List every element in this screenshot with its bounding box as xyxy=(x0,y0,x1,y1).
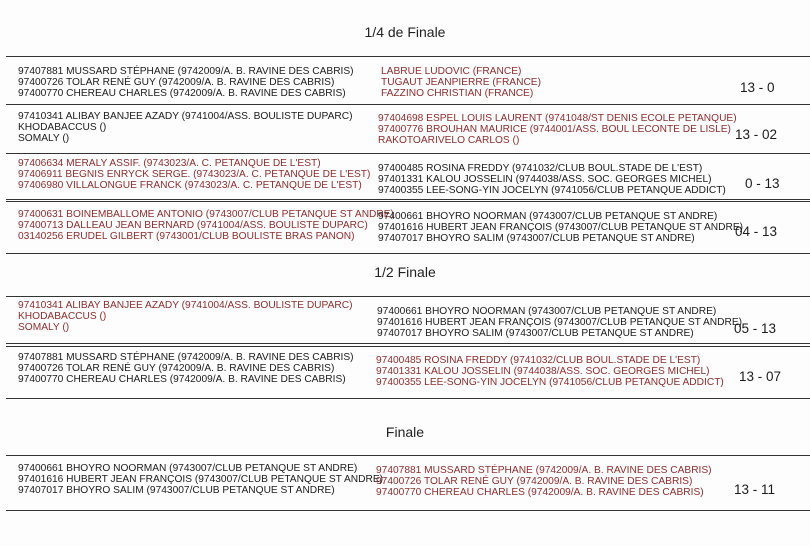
player: 97401616 HUBERT JEAN FRANÇOIS (9743007/CLUB PETANQUE ST ANDRE) xyxy=(378,222,744,234)
player: FAZZINO CHRISTIAN (FRANCE) xyxy=(381,88,534,100)
team-left xyxy=(18,300,352,334)
player: 97400770 CHEREAU CHARLES (9742009/A. B. RAVINE DES CABRIS) xyxy=(376,487,704,499)
match-quarter-1 xyxy=(6,56,810,105)
team-right xyxy=(381,66,541,100)
match-score: 0 - 13 xyxy=(745,176,780,191)
match-score: 13 - 0 xyxy=(740,80,775,95)
player: RAKOTOARIVELO CARLOS () xyxy=(378,135,520,147)
team-left xyxy=(18,111,352,145)
team-left xyxy=(18,209,394,243)
player: 97400770 CHEREAU CHARLES (9742009/A. B. RAVINE DES CABRIS) xyxy=(18,88,346,100)
team-right xyxy=(378,113,737,147)
team-right xyxy=(378,211,743,245)
match-final xyxy=(6,455,810,511)
player: 97407017 BHOYRO SALIM (9743007/CLUB PETANQUE ST ANDRE) xyxy=(378,233,695,245)
player: 97400726 TOLAR RENÉ GUY (9742009/A. B. RAVINE DES CABRIS) xyxy=(18,77,335,89)
player: TUGAUT JEANPIERRE (FRANCE) xyxy=(381,77,541,89)
player: 97401616 HUBERT JEAN FRANÇOIS (9743007/CLUB PETANQUE ST ANDRE) xyxy=(377,317,743,329)
player: 97401331 KALOU JOSSELIN (9744038/ASS. SOC. GEORGES MICHEL) xyxy=(378,174,712,186)
round-title-quarter-final: 1/4 de Finale xyxy=(364,24,446,40)
match-semi-1 xyxy=(6,296,810,344)
team-right xyxy=(378,163,726,197)
player: 97400713 DALLEAU JEAN BERNARD (9741004/ASS. BOULISTE DUPARC) xyxy=(18,220,368,232)
team-left xyxy=(18,66,354,100)
player: 97407017 BHOYRO SALIM (9743007/CLUB PETANQUE ST ANDRE) xyxy=(377,328,694,340)
player: 97407881 MUSSARD STÉPHANE (9742009/A. B. RAVINE DES CABRIS) xyxy=(18,352,354,363)
player: 97401331 KALOU JOSSELIN (9744038/ASS. SOC. GEORGES MICHEL) xyxy=(376,366,710,378)
player: KHODABACCUS () xyxy=(18,122,107,134)
player: 97407881 MUSSARD STÉPHANE (9742009/A. B. RAVINE DES CABRIS) xyxy=(18,66,354,77)
match-score: 13 - 07 xyxy=(739,369,782,384)
match-quarter-2 xyxy=(6,105,810,154)
player: 97400631 BOINEMBALLOME ANTONIO (9743007/CLUB PETANQUE ST ANDRE) xyxy=(18,209,394,220)
player: 97406911 BEGNIS ENRYCK SERGE. (9743023/A. C. PETANQUE DE L'EST) xyxy=(18,169,371,181)
team-right xyxy=(377,306,742,340)
player: 97400355 LEE-SONG-YIN JOCELYN (9741056/CLUB PETANQUE ADDICT) xyxy=(376,377,724,389)
player: 97400355 LEE-SONG-YIN JOCELYN (9741056/CLUB PETANQUE ADDICT) xyxy=(378,185,726,197)
match-score: 13 - 11 xyxy=(734,482,776,497)
match-quarter-3 xyxy=(6,154,810,200)
player: SOMALY () xyxy=(18,133,70,145)
player: 97400776 BROUHAN MAURICE (9744001/ASS. BOUL LECONTE DE LISLE) xyxy=(378,124,731,136)
round-title-semi-final: 1/2 Finale xyxy=(374,264,436,280)
match-score: 05 - 13 xyxy=(734,321,777,336)
player: 03140256 ERUDEL GILBERT (9743001/CLUB BOULISTE BRAS PANON) xyxy=(18,231,355,243)
team-right xyxy=(376,465,712,499)
player: 97401616 HUBERT JEAN FRANÇOIS (9743007/CLUB PETANQUE ST ANDRE) xyxy=(18,474,384,486)
team-left xyxy=(18,158,370,192)
team-left xyxy=(18,352,354,386)
player: 97406980 VILLALONGUE FRANCK (9743023/A. C. PETANQUE DE L'EST) xyxy=(18,180,362,192)
match-score: 04 - 13 xyxy=(735,224,778,239)
player: SOMALY () xyxy=(18,322,70,334)
match-semi-2 xyxy=(6,346,810,399)
match-quarter-4 xyxy=(6,201,810,254)
player: 97410341 ALIBAY BANJEE AZADY (9741004/ASS. BOULISTE DUPARC) xyxy=(18,111,353,122)
player: 97400726 TOLAR RENÉ GUY (9742009/A. B. RAVINE DES CABRIS) xyxy=(18,363,335,375)
player: 97407017 BHOYRO SALIM (9743007/CLUB PETANQUE ST ANDRE) xyxy=(18,485,335,497)
player: 97406634 MERALY ASSIF. (9743023/A. C. PETANQUE DE L'EST) xyxy=(18,158,321,169)
player: 97400485 ROSINA FREDDY (9741032/CLUB BOUL.STADE DE L'EST) xyxy=(378,163,703,174)
player: KHODABACCUS () xyxy=(18,311,107,323)
player: 97400770 CHEREAU CHARLES (9742009/A. B. RAVINE DES CABRIS) xyxy=(18,374,346,386)
player: 97404698 ESPEL LOUIS LAURENT (9741048/ST DENIS ECOLE PETANQUE) xyxy=(378,113,737,124)
match-score: 13 - 02 xyxy=(735,127,778,142)
player: LABRUE LUDOVIC (FRANCE) xyxy=(381,66,522,77)
player: 97410341 ALIBAY BANJEE AZADY (9741004/ASS. BOULISTE DUPARC) xyxy=(18,300,353,311)
player: 97400726 TOLAR RENÉ GUY (9742009/A. B. RAVINE DES CABRIS) xyxy=(376,476,693,488)
player: 97400661 BHOYRO NOORMAN (9743007/CLUB PETANQUE ST ANDRE) xyxy=(377,306,717,317)
player: 97400661 BHOYRO NOORMAN (9743007/CLUB PETANQUE ST ANDRE) xyxy=(378,211,718,222)
player: 97407881 MUSSARD STÉPHANE (9742009/A. B. RAVINE DES CABRIS) xyxy=(376,465,712,476)
player: 97400661 BHOYRO NOORMAN (9743007/CLUB PETANQUE ST ANDRE) xyxy=(18,463,358,474)
player: 97400485 ROSINA FREDDY (9741032/CLUB BOUL.STADE DE L'EST) xyxy=(376,355,701,366)
team-left xyxy=(18,463,383,497)
team-right xyxy=(376,355,724,389)
round-title-final: Finale xyxy=(385,424,425,440)
